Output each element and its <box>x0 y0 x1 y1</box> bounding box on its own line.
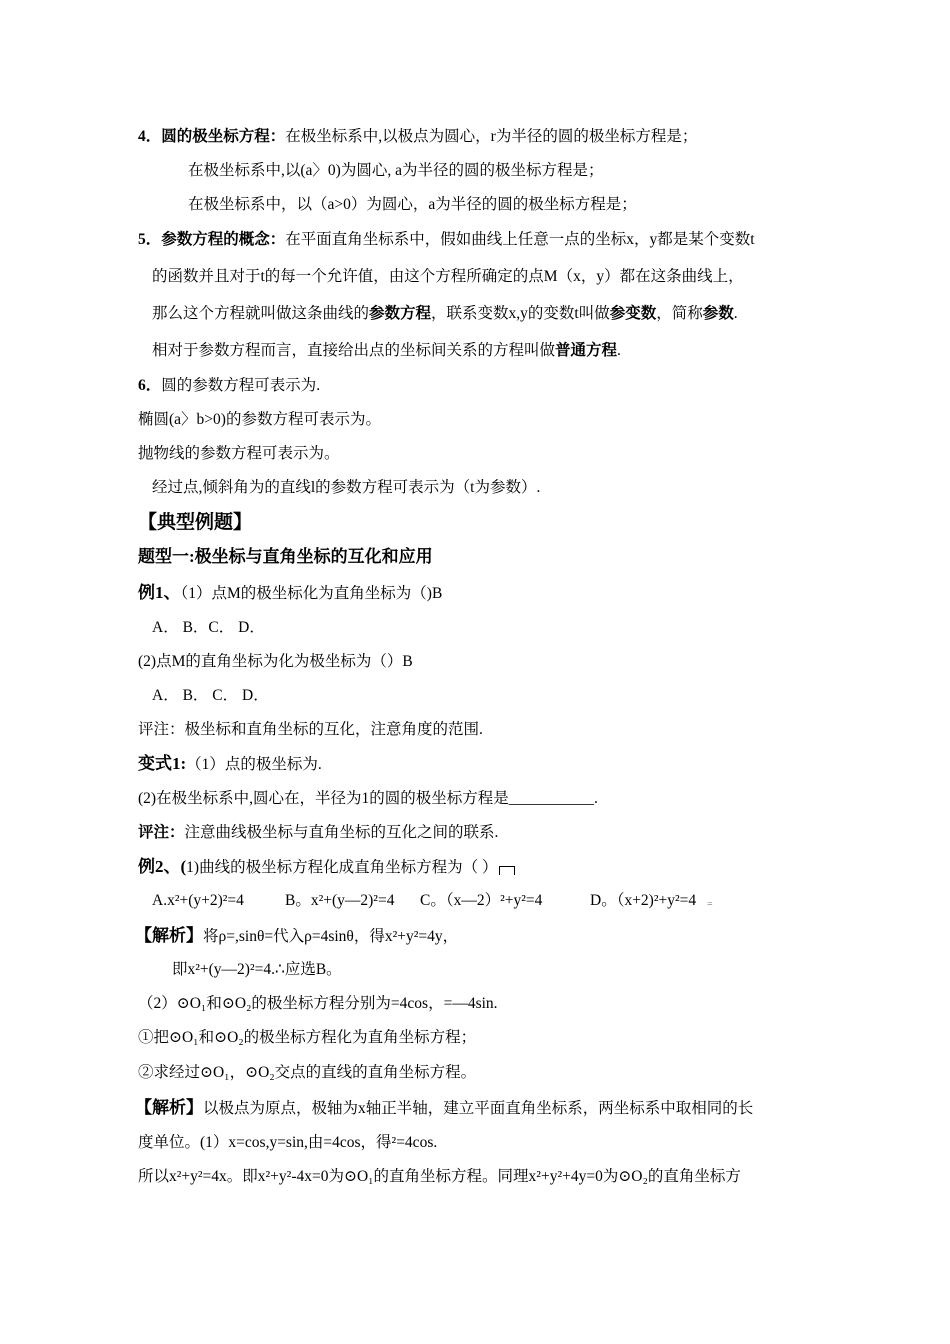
section-label: 参数方程的概念： <box>161 231 286 248</box>
example-label: 例2、 <box>138 857 181 876</box>
solution-label: 【解析】 <box>135 1098 203 1117</box>
type-1-title: 题型一:极坐标与直角坐标的互化和应用 <box>138 547 433 566</box>
example-label: 例1、 <box>138 583 181 602</box>
option-d: D。（x+2)²+y²=4 <box>590 892 697 909</box>
example-1-comment: 评注：极坐标和直角坐标的互化，注意角度的范围. <box>138 721 483 738</box>
section-4-line-2: 在极坐标系中,以(a〉0)为圆心, a为半径的圆的极坐标方程是； <box>188 162 604 179</box>
term-parameter-variable: 参变数 <box>609 305 657 322</box>
option-c: C。（x—2）²+y²=4 <box>420 892 543 909</box>
example-1-question-2: (2)点M的直角坐标为化为极坐标为（）B <box>138 653 413 670</box>
variant-1-comment <box>138 823 498 843</box>
text-run: . <box>617 342 621 359</box>
term-ordinary-equation: 普通方程 <box>555 342 618 359</box>
section-5-line-4 <box>152 341 621 361</box>
section-number: 4． <box>138 128 162 145</box>
question-text: 1)曲线的极坐标方程化成直角坐标方程为（ ） <box>186 859 498 876</box>
section-text: 在极坐标系中,以极点为圆心，r为半径的圆的极坐标方程是； <box>285 128 698 145</box>
example-2-question-2: （2）⊙O₁和⊙O₂的极坐标方程分别为=4cos，=—4sin. <box>138 995 498 1012</box>
section-5-line-1 <box>138 230 755 250</box>
option-b: B。x²+(y—2)²=4 <box>285 892 395 909</box>
example-2-solution-2 <box>135 1098 753 1119</box>
solution-text: 以极点为原点，极轴为x轴正半轴，建立平面直角坐标系，两坐标系中取相同的长 <box>203 1100 754 1117</box>
ellipse-line: 椭圆(a〉b>0)的参数方程可表示为。 <box>138 411 381 428</box>
section-label: 圆的极坐标方程： <box>161 128 286 145</box>
example-2-solution <box>135 926 458 947</box>
variant-label: 变式1: <box>138 754 187 773</box>
section-number: 5． <box>138 231 162 248</box>
section-number: 6． <box>138 377 162 394</box>
section-6-line-1 <box>138 376 320 396</box>
comment-label: 评注： <box>138 824 185 841</box>
comment-text: 注意曲线极坐标与直角坐标的互化之间的联系. <box>184 824 499 841</box>
section-4-line-1 <box>138 127 697 147</box>
term-parametric-equation: 参数方程 <box>369 305 432 322</box>
section-5-line-2: 的函数并且对于t的每一个允许值，由这个方程所确定的点M（x，y）都在这条曲线上， <box>152 268 744 285</box>
question-text: （1）点的极坐标为. <box>186 756 322 773</box>
solution-text: 将ρ=,sinθ=代入ρ=4sinθ，得x²+y²=4y， <box>203 928 459 945</box>
section-title: 【典型例题】 <box>138 512 253 533</box>
example-1-options-2: A． B． C． D． <box>152 687 269 704</box>
example-1-options-1: A． B．C． D． <box>152 619 265 636</box>
example-2-solution-2-line-3: 所以x²+y²=4x。即x²+y²-4x=0为⊙O₁的直角坐标方程。同理x²+y²+4y=0为⊙O₂的直角坐标方 <box>138 1168 741 1185</box>
text-run: ，简称 <box>656 305 703 322</box>
straight-line-line: 经过点,倾斜角为的直线l的参数方程可表示为（t为参数）. <box>152 479 541 496</box>
section-5-line-3 <box>152 304 738 324</box>
term-parameter: 参数 <box>702 305 734 322</box>
text-run: 相对于参数方程而言，直接给出点的坐标间关系的方程叫做 <box>152 342 556 359</box>
solution-label: 【解析】 <box>135 926 203 945</box>
example-1-line <box>138 583 442 604</box>
example-2-question-2-part-1: ①把⊙O₁和⊙O₂的极坐标方程化为直角坐标方程； <box>138 1029 477 1046</box>
question-text: （1）点M的极坐标化为直角坐标为（)B <box>180 585 443 602</box>
question-paren: ( <box>180 857 187 876</box>
equals-mark-icon: = <box>707 899 713 910</box>
answer-mark-icon <box>499 866 515 875</box>
example-2-solution-line-2: 即x²+(y—2)²=4.∴应选B。 <box>172 961 342 978</box>
section-text: 圆的参数方程可表示为. <box>161 377 321 394</box>
variant-1-line <box>138 754 322 775</box>
option-a: A.x²+(y+2)²=4 <box>152 892 244 909</box>
variant-1-question-2: (2)在极坐标系中,圆心在，半径为1的圆的极坐标方程是___________. <box>138 790 598 807</box>
example-2-question-2-part-2: ②求经过⊙O₁，⊙O₂交点的直线的直角坐标方程。 <box>138 1064 477 1081</box>
example-2-solution-2-line-2: 度单位。(1）x=cos,y=sin,由=4cos，得²=4cos. <box>138 1134 438 1151</box>
example-2-line <box>138 857 515 878</box>
text-run: ，联系变数x,y的变数t叫做 <box>431 305 610 322</box>
section-text: 在平面直角坐标系中，假如曲线上任意一点的坐标x，y都是某个变数t <box>285 231 755 248</box>
section-4-line-3: 在极坐标系中，以（a>0）为圆心，a为半径的圆的极坐标方程是； <box>188 196 637 213</box>
text-run: . <box>733 305 738 322</box>
parabola-line: 抛物线的参数方程可表示为。 <box>138 445 340 462</box>
text-run: 那么这个方程就叫做这条曲线的 <box>152 305 370 322</box>
